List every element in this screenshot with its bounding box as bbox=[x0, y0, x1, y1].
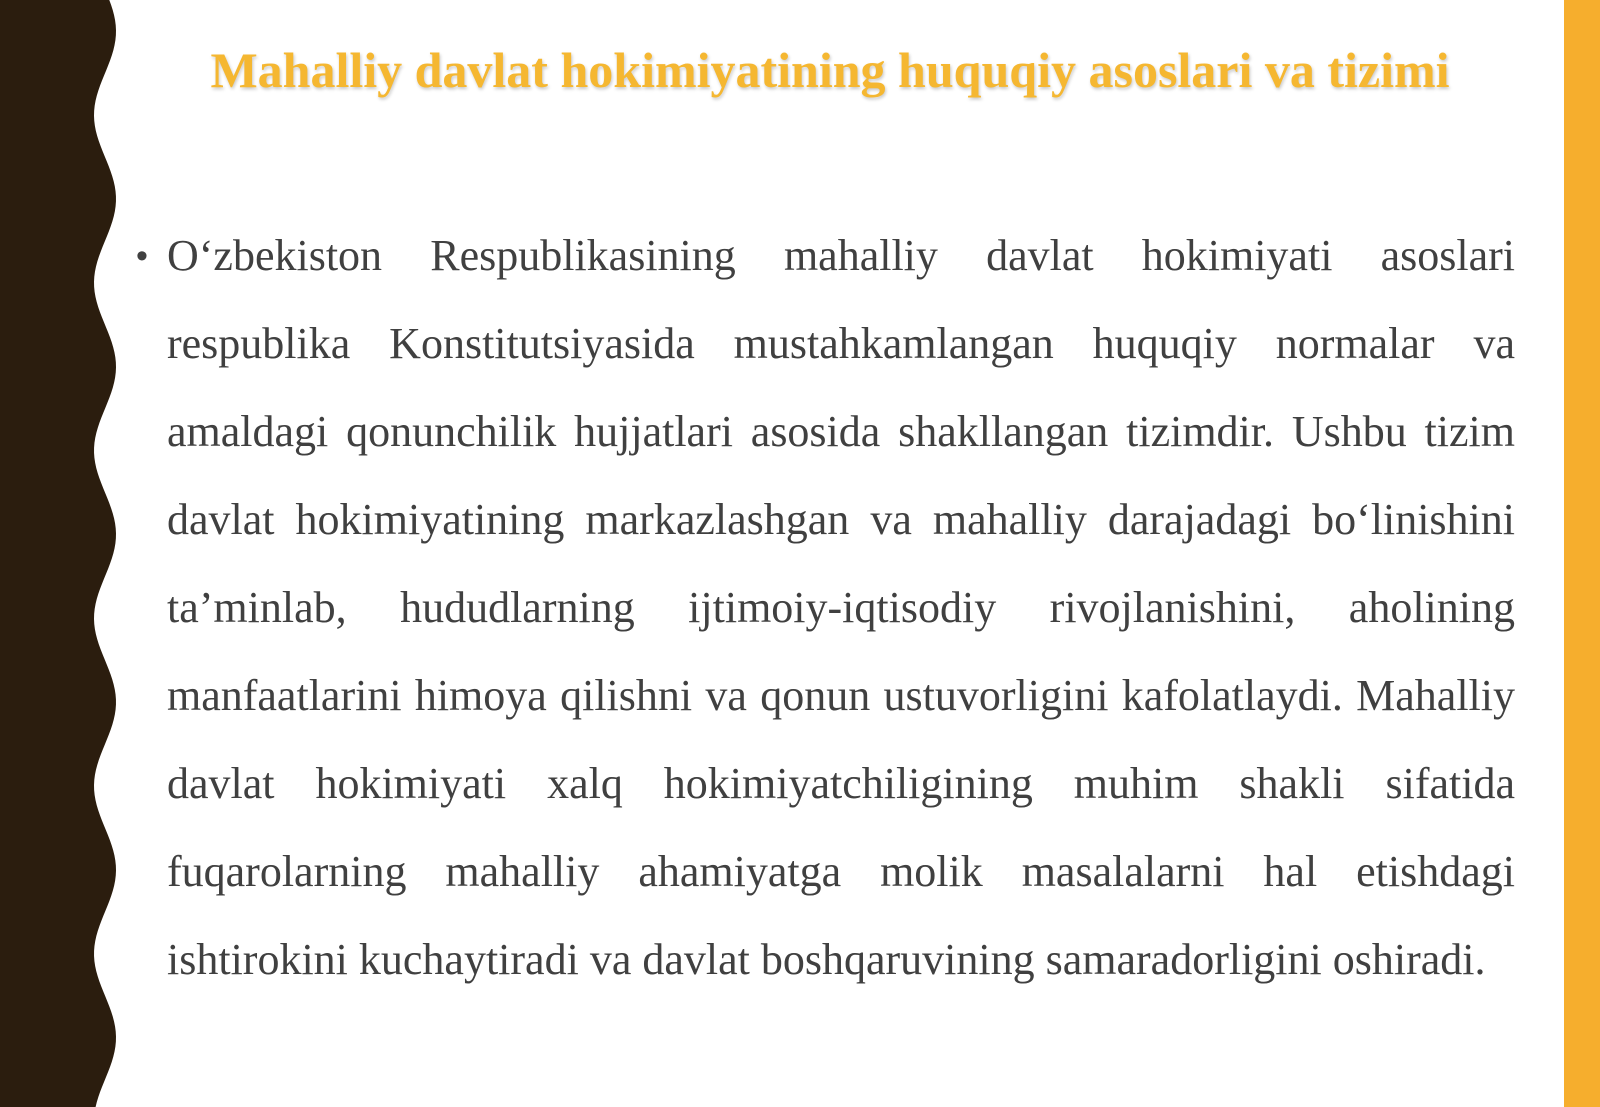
wavy-left-band bbox=[0, 0, 130, 1107]
slide-title: Mahalliy davlat hokimiyatining huquqiy asoslari va tizimi bbox=[210, 42, 1450, 98]
right-accent-bar bbox=[1564, 0, 1600, 1107]
bullet-text: O‘zbekiston Respublikasining mahalliy davlat hokimiyati asoslari respublika Konstitutsiyasida mustahkamlangan huquqiy normalar va amaldagi qonunchilik hujjatlari asosida shakllangan tizimdir. Ushbu tizim davlat hokimiyatining markazlashgan va mahalliy darajadagi bo‘linishini ta’minlab, hududlarning ijtimoiy-iqtisodiy rivojlanishini, aholining manfaatlarini himoya qilishni va qonun ustuvorligini kafolatlaydi. Mahalliy davlat hokimiyati xalq hokimiyatchiligining muhim shakli sifatida fuqarolarning mahalliy ahamiyatga molik masalalarni hal etishdagi ishtirokini kuchaytiradi va davlat boshqaruvining samaradorligini oshiradi. bbox=[167, 231, 1515, 984]
bullet-dot-icon: • bbox=[136, 237, 148, 275]
bullet-list bbox=[128, 212, 1515, 1004]
bullet-item bbox=[128, 212, 1515, 1004]
